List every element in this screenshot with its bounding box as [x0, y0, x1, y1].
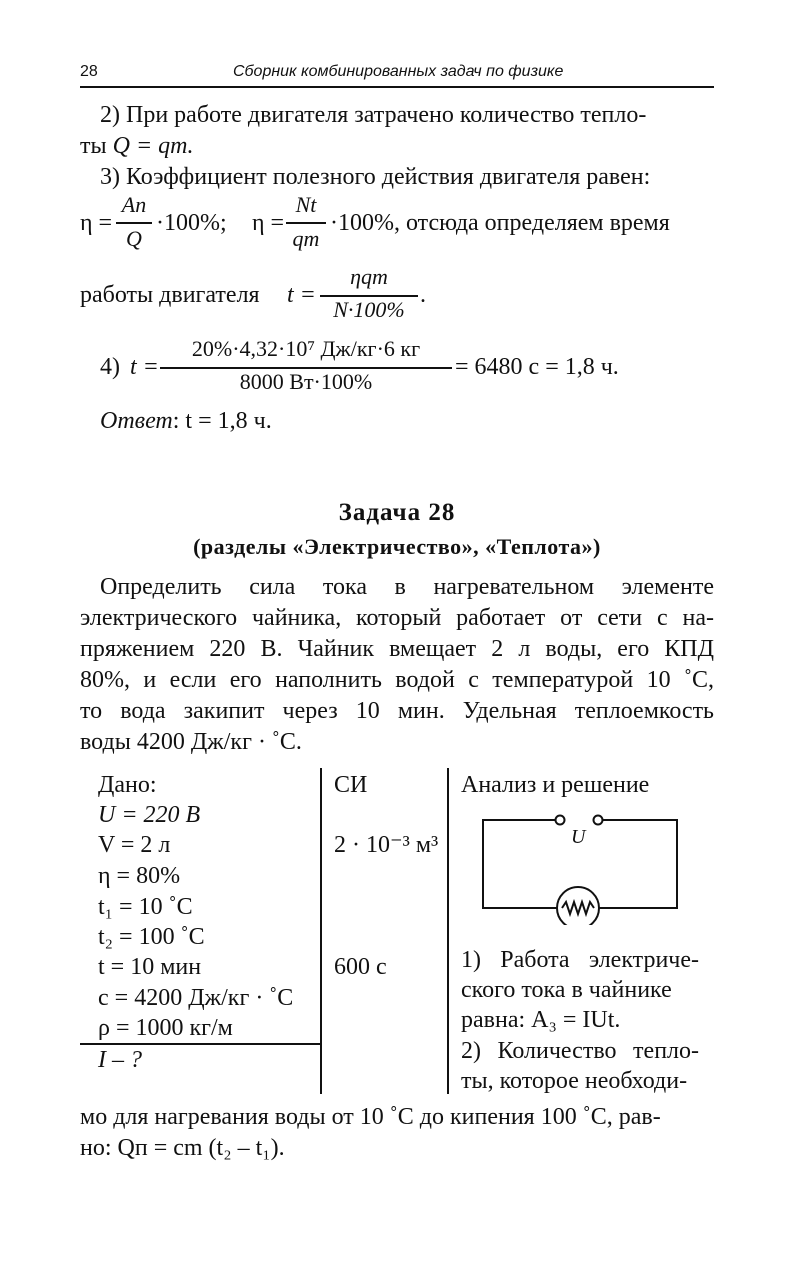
circuit-wire-right: [599, 820, 677, 908]
analysis-line-5: ты, которое необходи-: [461, 1068, 688, 1094]
problem-line-3: пряжением 220 В. Чайник вмещает 2 л воды, его КПД: [80, 636, 714, 662]
si-time: 600 с: [334, 954, 387, 980]
percent-1: ·100%;: [156, 210, 227, 236]
terminal-right: [594, 816, 603, 825]
step4-result: = 6480 с = 1,8 ч.: [455, 354, 619, 380]
fraction-4-numerator: 20%·4,32·10⁷ Дж/кг·6 кг: [191, 336, 421, 361]
problem-line-4: 80%, и если его наполнить водой с температурой 10 ˚С,: [80, 667, 714, 693]
given-item-4: t₁ = 10 ˚С: [98, 894, 193, 920]
percent-2-text: ·100%, отсюда определяем время: [330, 210, 670, 236]
step2-formula: Q = qm.: [112, 133, 194, 159]
fraction-3-numerator: ηqm: [350, 264, 388, 289]
header-rule: [80, 86, 714, 88]
fraction-1-numerator: Aп: [121, 192, 147, 217]
problem-line-2: электрического чайника, который работает от сети с на-: [80, 605, 714, 631]
analysis-line-3: равна: A₃ = IUt.: [461, 1007, 621, 1033]
given-item-5: t₂ = 100 ˚С: [98, 924, 205, 950]
continuation-line-1: мо для нагревания воды от 10 ˚С до кипения 100 ˚С, рав-: [80, 1104, 661, 1130]
answer-value: : t = 1,8 ч.: [172, 408, 272, 434]
problem-line-6: воды 4200 Дж/кг · ˚С.: [80, 729, 302, 755]
given-item-1: U = 220 В: [98, 802, 201, 828]
circuit-voltage-label: U: [571, 826, 586, 848]
fraction-1-bar: [116, 222, 152, 224]
given-item-8: ρ = 1000 кг/м: [98, 1015, 233, 1041]
problem-line-1: Определить сила тока в нагревательном элементе: [100, 574, 714, 600]
si-header: СИ: [334, 772, 368, 798]
fraction-1-denominator: Q: [126, 226, 142, 251]
si-volume: 2 · 10⁻³ м³: [334, 832, 439, 858]
given-item-6: t = 10 мин: [98, 954, 202, 980]
page-number: 28: [80, 63, 98, 80]
problem-line-5: то вода закипит через 10 мин. Удельная теплоемкость: [80, 698, 714, 724]
step2-cont: [80, 131, 193, 161]
eta-symbol-1: η =: [80, 210, 113, 236]
continuation-line-2: но: Qп = cm (t₂ – t₁).: [80, 1135, 285, 1161]
terminal-left: [556, 816, 565, 825]
answer-label: Ответ: [100, 408, 173, 434]
problem-title: Задача 28: [338, 499, 456, 526]
time-text: работы двигателя: [80, 282, 260, 308]
given-header: Дано:: [98, 772, 157, 798]
given-item-7: c = 4200 Дж/кг · ˚С: [98, 985, 294, 1011]
step4-lhs: t =: [130, 354, 159, 380]
analysis-line-4: 2) Количество тепло-: [461, 1038, 699, 1064]
step2-cont-text: ты: [80, 133, 113, 159]
fraction-4-denominator: 8000 Вт·100%: [239, 369, 373, 394]
step3-line: 3) Коэффициент полезного действия двигателя равен:: [100, 164, 651, 190]
problem-subtitle: (разделы «Электричество», «Теплота»): [193, 534, 601, 559]
answer-line: [100, 406, 272, 436]
fraction-3-denominator: N·100%: [333, 297, 405, 322]
circuit-wire-left: [483, 820, 557, 908]
given-find: I – ?: [98, 1047, 142, 1073]
analysis-header: Анализ и решение: [461, 772, 650, 798]
fraction-2-denominator: qm: [292, 226, 320, 251]
fraction-2-bar: [286, 222, 326, 224]
fraction-2-numerator: Nt: [295, 192, 317, 217]
given-item-2: V = 2 л: [98, 832, 171, 858]
analysis-line-1: 1) Работа электриче-: [461, 947, 699, 973]
given-item-3: η = 80%: [98, 863, 181, 889]
table-divider-1: [320, 768, 322, 1094]
step2-line: 2) При работе двигателя затрачено количество тепло-: [100, 102, 647, 128]
step4-label: 4): [100, 354, 120, 380]
time-period: .: [420, 282, 426, 308]
time-lhs: t =: [287, 282, 316, 308]
running-title: Сборник комбинированных задач по физике: [233, 63, 564, 80]
eta-symbol-2: η =: [252, 210, 285, 236]
table-divider-2: [447, 768, 449, 1094]
analysis-line-2: ского тока в чайнике: [461, 977, 672, 1003]
